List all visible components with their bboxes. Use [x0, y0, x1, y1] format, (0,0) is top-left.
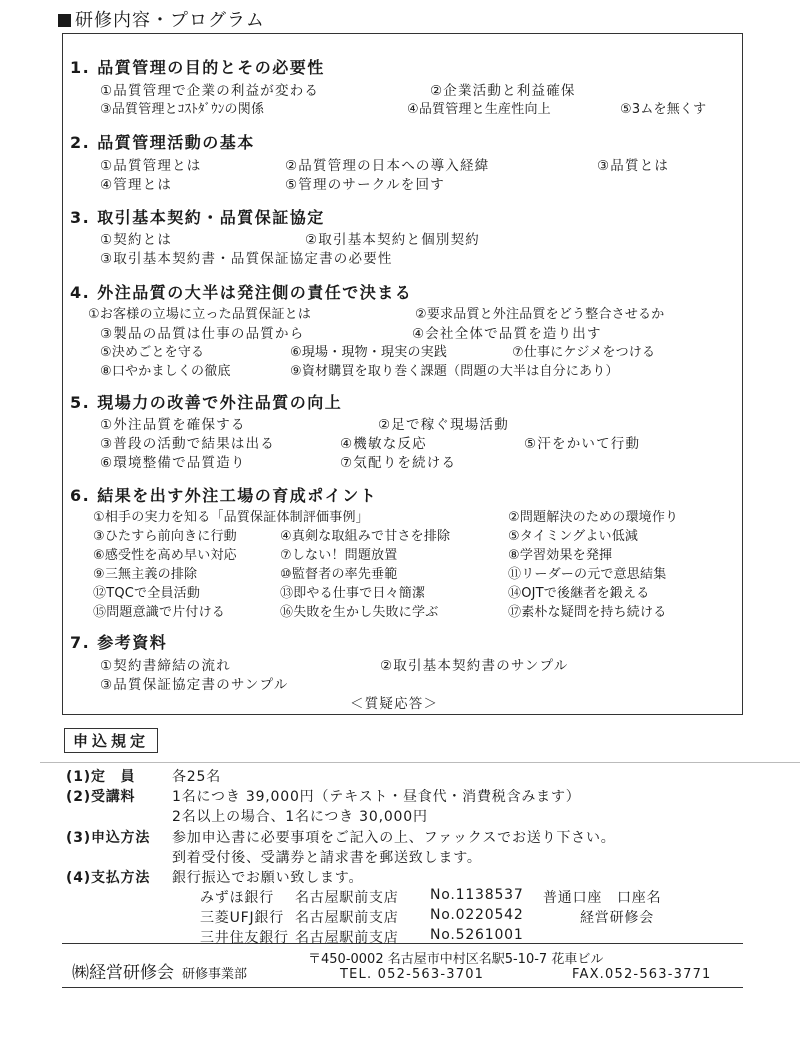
section-2-item: ⑤管理のサークルを回す: [285, 177, 445, 193]
section-4-item: ⑤決めごとを守る: [100, 345, 205, 360]
capacity-value: 各25名: [172, 769, 222, 785]
section-2-item: ①品質管理とは: [100, 158, 202, 174]
section-6-item: ⑬即やる仕事で日々簡潔: [280, 586, 426, 601]
section-6-item: ③ひたすら前向きに行動: [93, 529, 237, 544]
section-1-item: ③品質管理とｺｽﾄﾀﾞｳﾝの関係: [100, 102, 265, 117]
section-6-item: ⑭OJTで後継者を鍛える: [508, 586, 650, 601]
section-4-item: ⑨資材購買を取り巻く課題（問題の大半は自分にあり）: [290, 364, 619, 379]
fee-label: (2)受講料: [66, 789, 136, 805]
section-4-item: ②要求品質と外注品質をどう整合させるか: [415, 307, 665, 322]
section-7-item: ①契約書締結の流れ: [100, 658, 231, 674]
bank-branch: 名古屋駅前支店: [295, 890, 399, 906]
payment-line-1: 銀行振込でお願い致します。: [172, 870, 364, 886]
section-5-item: ①外注品質を確保する: [100, 417, 246, 433]
section-4-item: ④会社全体で品質を造り出す: [412, 326, 602, 342]
section-2-item: ④管理とは: [100, 177, 173, 193]
section-6-title: 6. 結果を出す外注工場の育成ポイント: [70, 486, 378, 505]
square-bullet-icon: [58, 14, 71, 27]
section-6-item: ④真剣な取組みで甘さを排除: [280, 529, 451, 544]
account-type: 普通口座 口座名: [543, 890, 662, 906]
section-1-item: ①品質管理で企業の利益が変わる: [100, 83, 320, 99]
section-6-item: ②問題解決のための環境作り: [508, 510, 679, 525]
section-6-item: ⑪リーダーの元で意思結集: [508, 567, 667, 582]
section-2-title: 2. 品質管理活動の基本: [70, 133, 255, 152]
fee-line-1: 1名につき 39,000円（テキスト・昼食代・消費税含みます）: [172, 789, 581, 805]
section-6-item: ⑥感受性を高め早い対応: [93, 548, 237, 563]
section-1-item: ④品質管理と生産性向上: [407, 102, 551, 117]
telephone: TEL. 052-563-3701: [340, 967, 485, 982]
section-4-title: 4. 外注品質の大半は発注側の責任で決まる: [70, 283, 413, 302]
section-6-item: ⑫TQCで全員活動: [93, 586, 201, 601]
bank-branch: 名古屋駅前支店: [295, 910, 399, 926]
section-4-item: ⑥現場・現物・現実の実践: [290, 345, 448, 360]
qa-label: ＜質疑応答＞: [350, 696, 439, 712]
company-name: ㈱経営研修会: [72, 963, 174, 983]
capacity-label: (1)定 員: [66, 769, 136, 785]
section-3-item: ③取引基本契約書・品質保証協定書の必要性: [100, 251, 393, 267]
section-6-item: ⑰素朴な疑問を持ち続ける: [508, 605, 667, 620]
company-block: [72, 958, 247, 983]
section-6-item: ⑨三無主義の排除: [93, 567, 198, 582]
section-6-item: ⑩監督者の率先垂範: [280, 567, 398, 582]
section-4-item: ③製品の品質は仕事の品質から: [100, 326, 305, 342]
section-4-item: ⑦仕事にケジメをつける: [512, 345, 656, 360]
divider: [40, 762, 800, 763]
section-5-item: ⑦気配りを続ける: [340, 455, 457, 471]
program-heading-text: 研修内容・プログラム: [75, 10, 265, 31]
method-line-1: 参加申込書に必要事項をご記入の上、ファックスでお送り下さい。: [172, 830, 616, 846]
bank-name: みずほ銀行: [200, 890, 274, 906]
address: 〒450-0002 名古屋市中村区名駅5-10-7 花車ビル: [308, 952, 604, 967]
section-6-item: ①相手の実力を知る「品質保証体制評価事例」: [93, 510, 369, 525]
section-1-item: ②企業活動と利益確保: [430, 83, 576, 99]
section-5-item: ③普段の活動で結果は出る: [100, 436, 276, 452]
section-6-item: ⑧学習効果を発揮: [508, 548, 613, 563]
program-heading: [58, 6, 265, 32]
section-2-item: ②品質管理の日本への導入経緯: [285, 158, 490, 174]
fee-line-2: 2名以上の場合、1名につき 30,000円: [172, 809, 428, 825]
account-number: No.5261001: [430, 927, 524, 943]
account-number: No.1138537: [430, 887, 524, 903]
section-5-item: ②足で稼ぐ現場活動: [378, 417, 509, 433]
section-5-item: ④機敏な反応: [340, 436, 427, 452]
section-2-item: ③品質とは: [597, 158, 670, 174]
section-7-title: 7. 参考資料: [70, 633, 168, 652]
section-3-item: ②取引基本契約と個別契約: [305, 232, 481, 248]
section-7-item: ③品質保証協定書のサンプル: [100, 677, 289, 693]
department-name: 研修事業部: [182, 967, 248, 982]
payment-label: (4)支払方法: [66, 870, 151, 886]
section-5-title: 5. 現場力の改善で外注品質の向上: [70, 393, 343, 412]
section-5-item: ⑤汗をかいて行動: [524, 436, 641, 452]
fax: FAX.052-563-3771: [572, 967, 712, 982]
section-3-item: ①契約とは: [100, 232, 173, 248]
section-3-title: 3. 取引基本契約・品質保証協定: [70, 208, 325, 227]
bank-branch: 名古屋駅前支店: [295, 930, 399, 946]
section-7-item: ②取引基本契約書のサンプル: [380, 658, 569, 674]
section-1-item: ⑤3ムを無くす: [620, 102, 707, 117]
account-number: No.0220542: [430, 907, 524, 923]
section-6-item: ⑦しない！問題放置: [280, 548, 398, 563]
section-1-title: 1. 品質管理の目的とその必要性: [70, 58, 325, 77]
section-5-item: ⑥環境整備で品質造り: [100, 455, 246, 471]
section-6-item: ⑤タイミングよい低減: [508, 529, 639, 544]
method-line-2: 到着受付後、受講券と請求書を郵送致します。: [172, 850, 482, 866]
bank-name: 三井住友銀行: [200, 930, 289, 946]
application-heading: 申込規定: [64, 728, 158, 753]
section-6-item: ⑮問題意識で片付ける: [93, 605, 226, 620]
account-name: 経営研修会: [580, 910, 654, 926]
section-6-item: ⑯失敗を生かし失敗に学ぶ: [280, 605, 439, 620]
bank-name: 三菱UFJ銀行: [200, 910, 285, 926]
method-label: (3)申込方法: [66, 830, 151, 846]
section-4-item: ⑧口やかましくの徹底: [100, 364, 231, 379]
section-4-item: ①お客様の立場に立った品質保証とは: [88, 307, 312, 322]
